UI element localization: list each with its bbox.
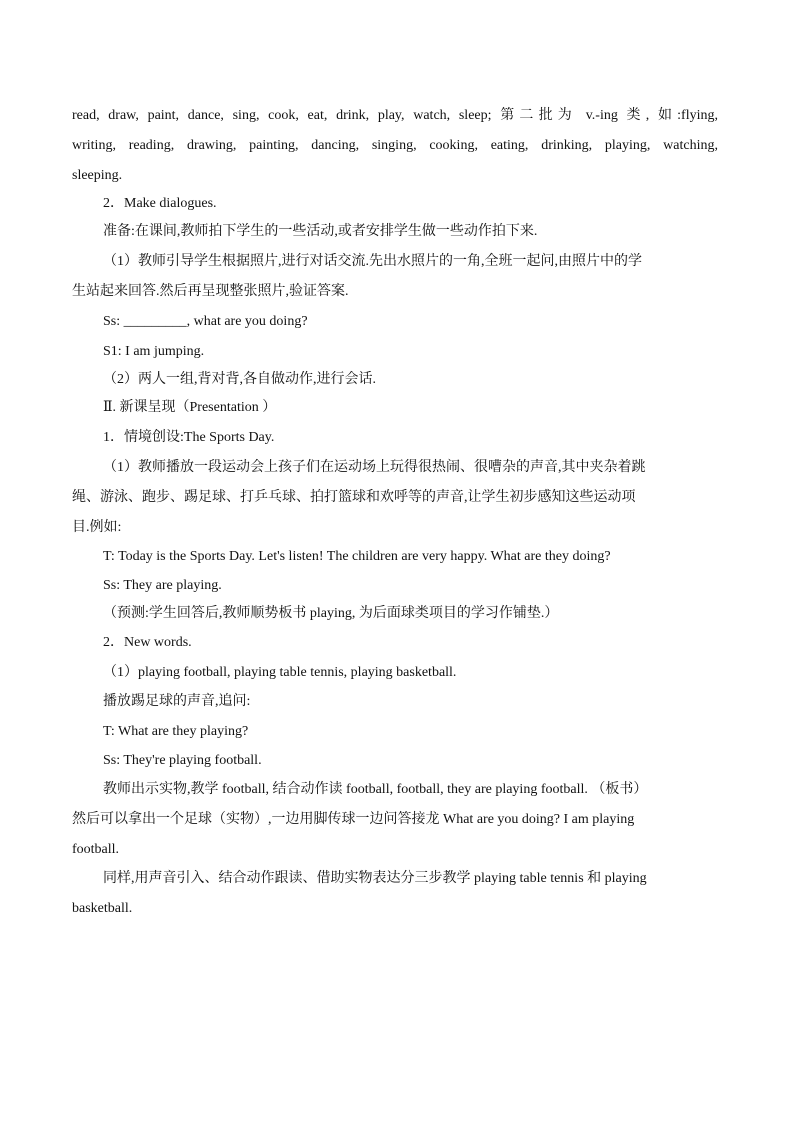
dialogue-line: S1: I am jumping. [103,344,205,359]
text-line: 播放踢足球的声音,追问: [103,694,251,709]
text-line: read, draw, paint, dance, sing, cook, eat, drink, play, watch, sleep; 第二批为 v.-ing 类, 如:flying, [72,108,718,123]
dialogue-line: Ss: They're playing football. [103,753,262,768]
text-line: （1）教师引导学生根据照片,进行对话交流.先出水照片的一角,全班一起问,由照片中的学 [103,254,642,269]
text-line: （1）playing football, playing table tennis, playing basketball. [103,665,457,680]
text-line: （2）两人一组,背对背,各自做动作,进行会话. [103,372,376,387]
text-line: writing, reading, drawing, painting, dancing, singing, cooking, eating, drinking, playing, watching, [72,138,718,153]
text-line: 生站起来回答.然后再呈现整张照片,验证答案. [72,284,349,299]
section-heading: 2．New words. [103,635,192,650]
dialogue-line: Ss: They are playing. [103,578,222,593]
text-line: （预测:学生回答后,教师顺势板书 playing, 为后面球类项目的学习作铺垫.） [103,606,559,621]
text-line: 教师出示实物,教学 football, 结合动作读 football, football, they are playing football. （板书） [103,782,648,797]
text-line: football. [72,842,120,857]
text-line: sleeping. [72,168,123,183]
text-line: 然后可以拿出一个足球（实物）,一边用脚传球一边问答接龙 What are you doing? I am playing [72,812,635,827]
section-heading: 1．情境创设:The Sports Day. [103,430,275,445]
text-line: 绳、游泳、跑步、踢足球、打乒乓球、拍打篮球和欢呼等的声音,让学生初步感知这些运动项 [72,490,636,505]
text-line: 目.例如: [72,520,122,535]
text-line: 同样,用声音引入、结合动作跟读、借助实物表达分三步教学 playing table tennis 和 playing [103,871,647,886]
dialogue-line: T: Today is the Sports Day. Let's listen! The children are very happy. What are they doing? [103,549,611,564]
text-line: 准备:在课间,教师拍下学生的一些活动,或者安排学生做一些动作拍下来. [103,224,538,239]
section-heading: Ⅱ. 新课呈现（Presentation ） [103,400,277,415]
section-heading: 2．Make dialogues. [103,196,217,211]
text-line: basketball. [72,901,133,916]
dialogue-line: Ss: _________, what are you doing? [103,314,308,329]
dialogue-line: T: What are they playing? [103,724,249,739]
text-line: （1）教师播放一段运动会上孩子们在运动场上玩得很热闹、很嘈杂的声音,其中夹杂着跳 [103,460,646,475]
